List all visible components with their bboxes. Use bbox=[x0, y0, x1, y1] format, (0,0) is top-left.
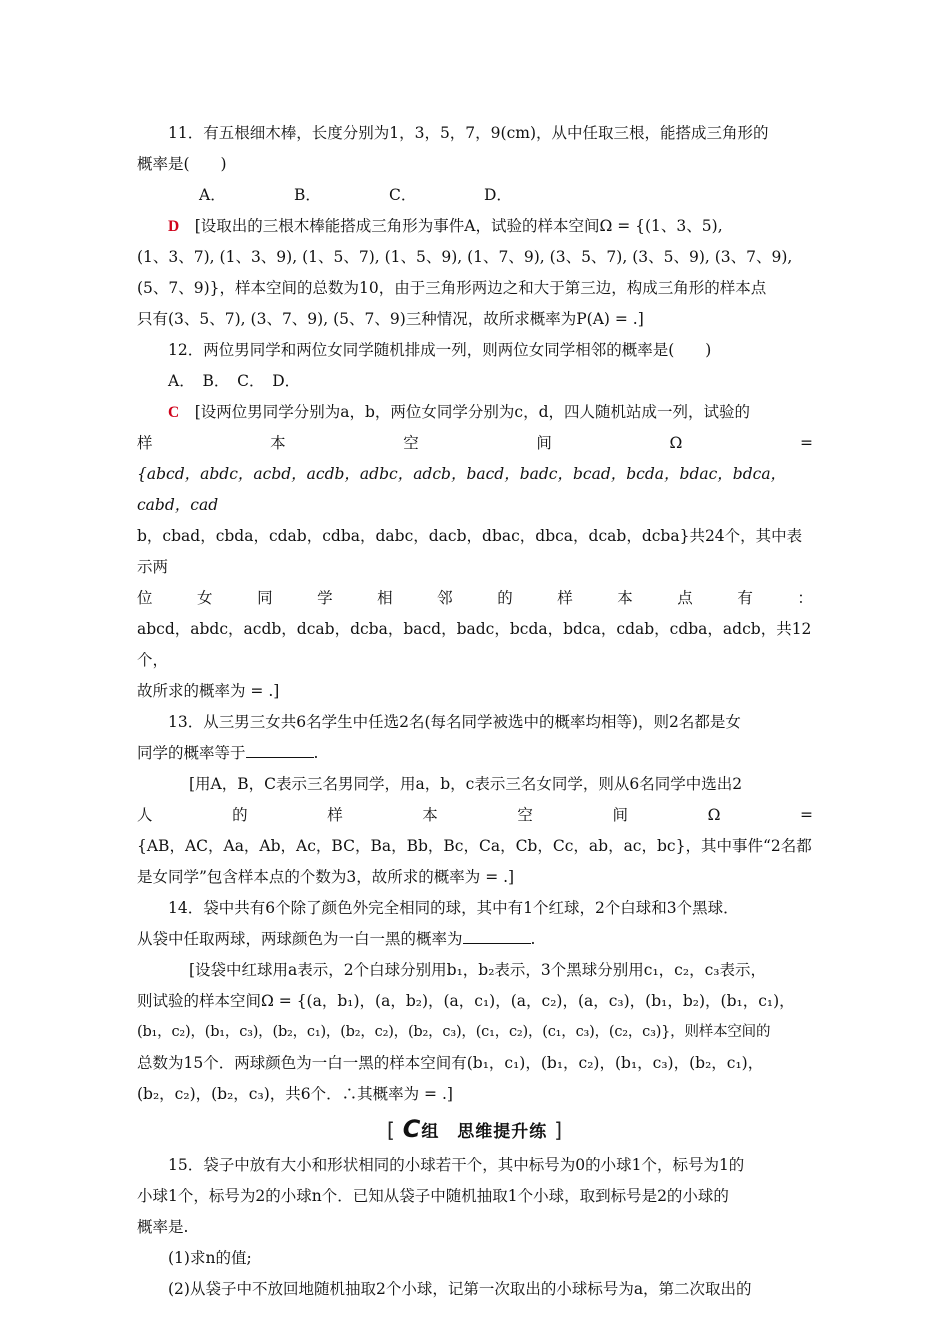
q13-solution-line1: [用A，B，C表示三名男同学，用a，b，c表示三名女同学，则从6名同学中选出2 bbox=[189, 775, 743, 793]
q11-option-a: A． bbox=[199, 186, 226, 204]
q14-stem-line1: 14．袋中共有6个除了颜色外完全相同的球，其中有1个红球，2个白球和3个黑球． bbox=[168, 899, 739, 917]
q15-part2: (2)从袋子中不放回地随机抽取2个小球，记第一次取出的小球标号为a，第二次取出的 bbox=[168, 1280, 752, 1298]
section-letter: C bbox=[402, 1115, 422, 1143]
q11-solution-line3: (5、7、9)}，样本空间的总数为10，由于三角形两边之和大于第三边，构成三角形的样本点 bbox=[137, 279, 767, 297]
q14-solution-line5: (b₂，c₂)，(b₂，c₃)，共6个．∴其概率为 = .] bbox=[137, 1085, 453, 1103]
q13-solution-line4: 是女同学”包含样本点的个数为3，故所求的概率为 = .] bbox=[137, 868, 515, 886]
q14-stem-line2: 从袋中任取两球，两球颜色为一白一黑的概率为 . bbox=[137, 924, 813, 955]
q12-solution-line3: {abcd，abdc，acbd，acdb，adbc，adcb，bacd，badc，bcad，bcda，bdac，bdca，cabd，cad bbox=[137, 465, 787, 514]
q13-stem-line2: 同学的概率等于 . bbox=[137, 738, 813, 769]
q14-solution-line2: 则试验的样本空间Ω = {(a，b₁)，(a，b₂)，(a，c₁)，(a，c₂)，(a，c₃)，(b₁，b₂)，(b₁，c₁)， bbox=[137, 992, 795, 1010]
q12-stem-line1: 12．两位男同学和两位女同学随机排成一列，则两位女同学相邻的概率是( ) bbox=[168, 341, 712, 359]
section-title: 组 思维提升练 bbox=[421, 1122, 548, 1142]
q11-options bbox=[137, 180, 813, 211]
q13-solution-line2: 人 的 样 本 空 间 Ω = bbox=[137, 806, 813, 824]
q11-solution-line2: (1、3、7), (1、3、9), (1、5、7), (1、5、9), (1、7、9), (3、5、7), (3、5、9), (3、7、9), bbox=[137, 248, 793, 266]
q11-stem-line1: 11．有五根细木棒，长度分别为1，3，5，7，9(cm)，从中任取三根，能搭成三角形的 bbox=[168, 124, 769, 142]
document-content bbox=[137, 118, 813, 1305]
q11-option-b: B． bbox=[294, 186, 321, 204]
q15-stem-line2: 小球1个，标号为2的小球n个．已知从袋子中随机抽取1个小球，取到标号是2的小球的 bbox=[137, 1187, 729, 1205]
q14-solution-line1: [设袋中红球用a表示，2个白球分别用b₁，b₂表示，3个黑球分别用c₁，c₂，c₃表示， bbox=[189, 961, 766, 979]
section-header-group-c bbox=[137, 1114, 813, 1148]
q11-stem-line2: 概率是( ) bbox=[137, 155, 227, 173]
q12-solution-line6: abcd，abdc，acdb，dcab，dcba，bacd，badc，bcda，bdca，cdab，cdba，adcb，共12个， bbox=[137, 620, 812, 669]
q15-stem-line3: 概率是. bbox=[137, 1218, 189, 1236]
q15-stem-line1: 15．袋子中放有大小和形状相同的小球若干个，其中标号为0的小球1个，标号为1的 bbox=[168, 1156, 745, 1174]
q12-solution-line1: C [设两位男同学分别为a，b，两位女同学分别为c，d，四人随机站成一列，试验的 bbox=[168, 403, 751, 421]
q11-option-c: C． bbox=[389, 186, 417, 204]
q11-solution-line4: 只有(3、5、7), (3、7、9), (5、7、9)三种情况，故所求概率为P(A) = .] bbox=[137, 310, 644, 328]
q14-answer-blank[interactable] bbox=[463, 927, 531, 944]
section-open-bracket: [ bbox=[386, 1118, 396, 1142]
q12-solution-line2: 样 本 空 间 Ω = bbox=[137, 434, 813, 452]
q12-solution-line7: 故所求的概率为 = .] bbox=[137, 682, 280, 700]
section-close-bracket: ] bbox=[554, 1118, 564, 1142]
q11-answer: D bbox=[168, 218, 180, 235]
q15-part1: (1)求n的值; bbox=[168, 1249, 252, 1267]
q13-answer-blank[interactable] bbox=[246, 741, 314, 758]
q14-solution-line3: (b₁，c₂)，(b₁，c₃)，(b₂，c₁)，(b₂，c₂)，(b₂，c₃)，(c₁，c₂)，(c₁，c₃)，(c₂，c₃)}，则样本空间的 bbox=[137, 1024, 771, 1040]
q13-solution-line3: {AB，AC，Aa，Ab，Ac，BC，Ba，Bb，Bc，Ca，Cb，Cc，ab，ac，bc}，其中事件“2名都 bbox=[137, 837, 812, 855]
q11-solution-line1: D [设取出的三根木棒能搭成三角形为事件A，试验的样本空间Ω = {(1、3、5), bbox=[168, 217, 723, 235]
q12-options: A． B． C． D． bbox=[168, 372, 301, 390]
q12-answer: C bbox=[168, 404, 180, 421]
q11-option-d: D． bbox=[484, 186, 512, 204]
q13-stem-line1: 13．从三男三女共6名学生中任选2名(每名同学被选中的概率均相等)，则2名都是女 bbox=[168, 713, 741, 731]
q14-solution-line4: 总数为15个．两球颜色为一白一黑的样本空间有(b₁，c₁)，(b₁，c₂)，(b₁，c₃)，(b₂，c₁)， bbox=[137, 1054, 764, 1072]
q12-solution-line5: 位 女 同 学 相 邻 的 样 本 点 有 ： bbox=[137, 589, 813, 607]
q12-solution-line4: b，cbad，cbda，cdab，cdba，dabc，dacb，dbac，dbca，dcab，dcba}共24个，其中表示两 bbox=[137, 527, 803, 576]
